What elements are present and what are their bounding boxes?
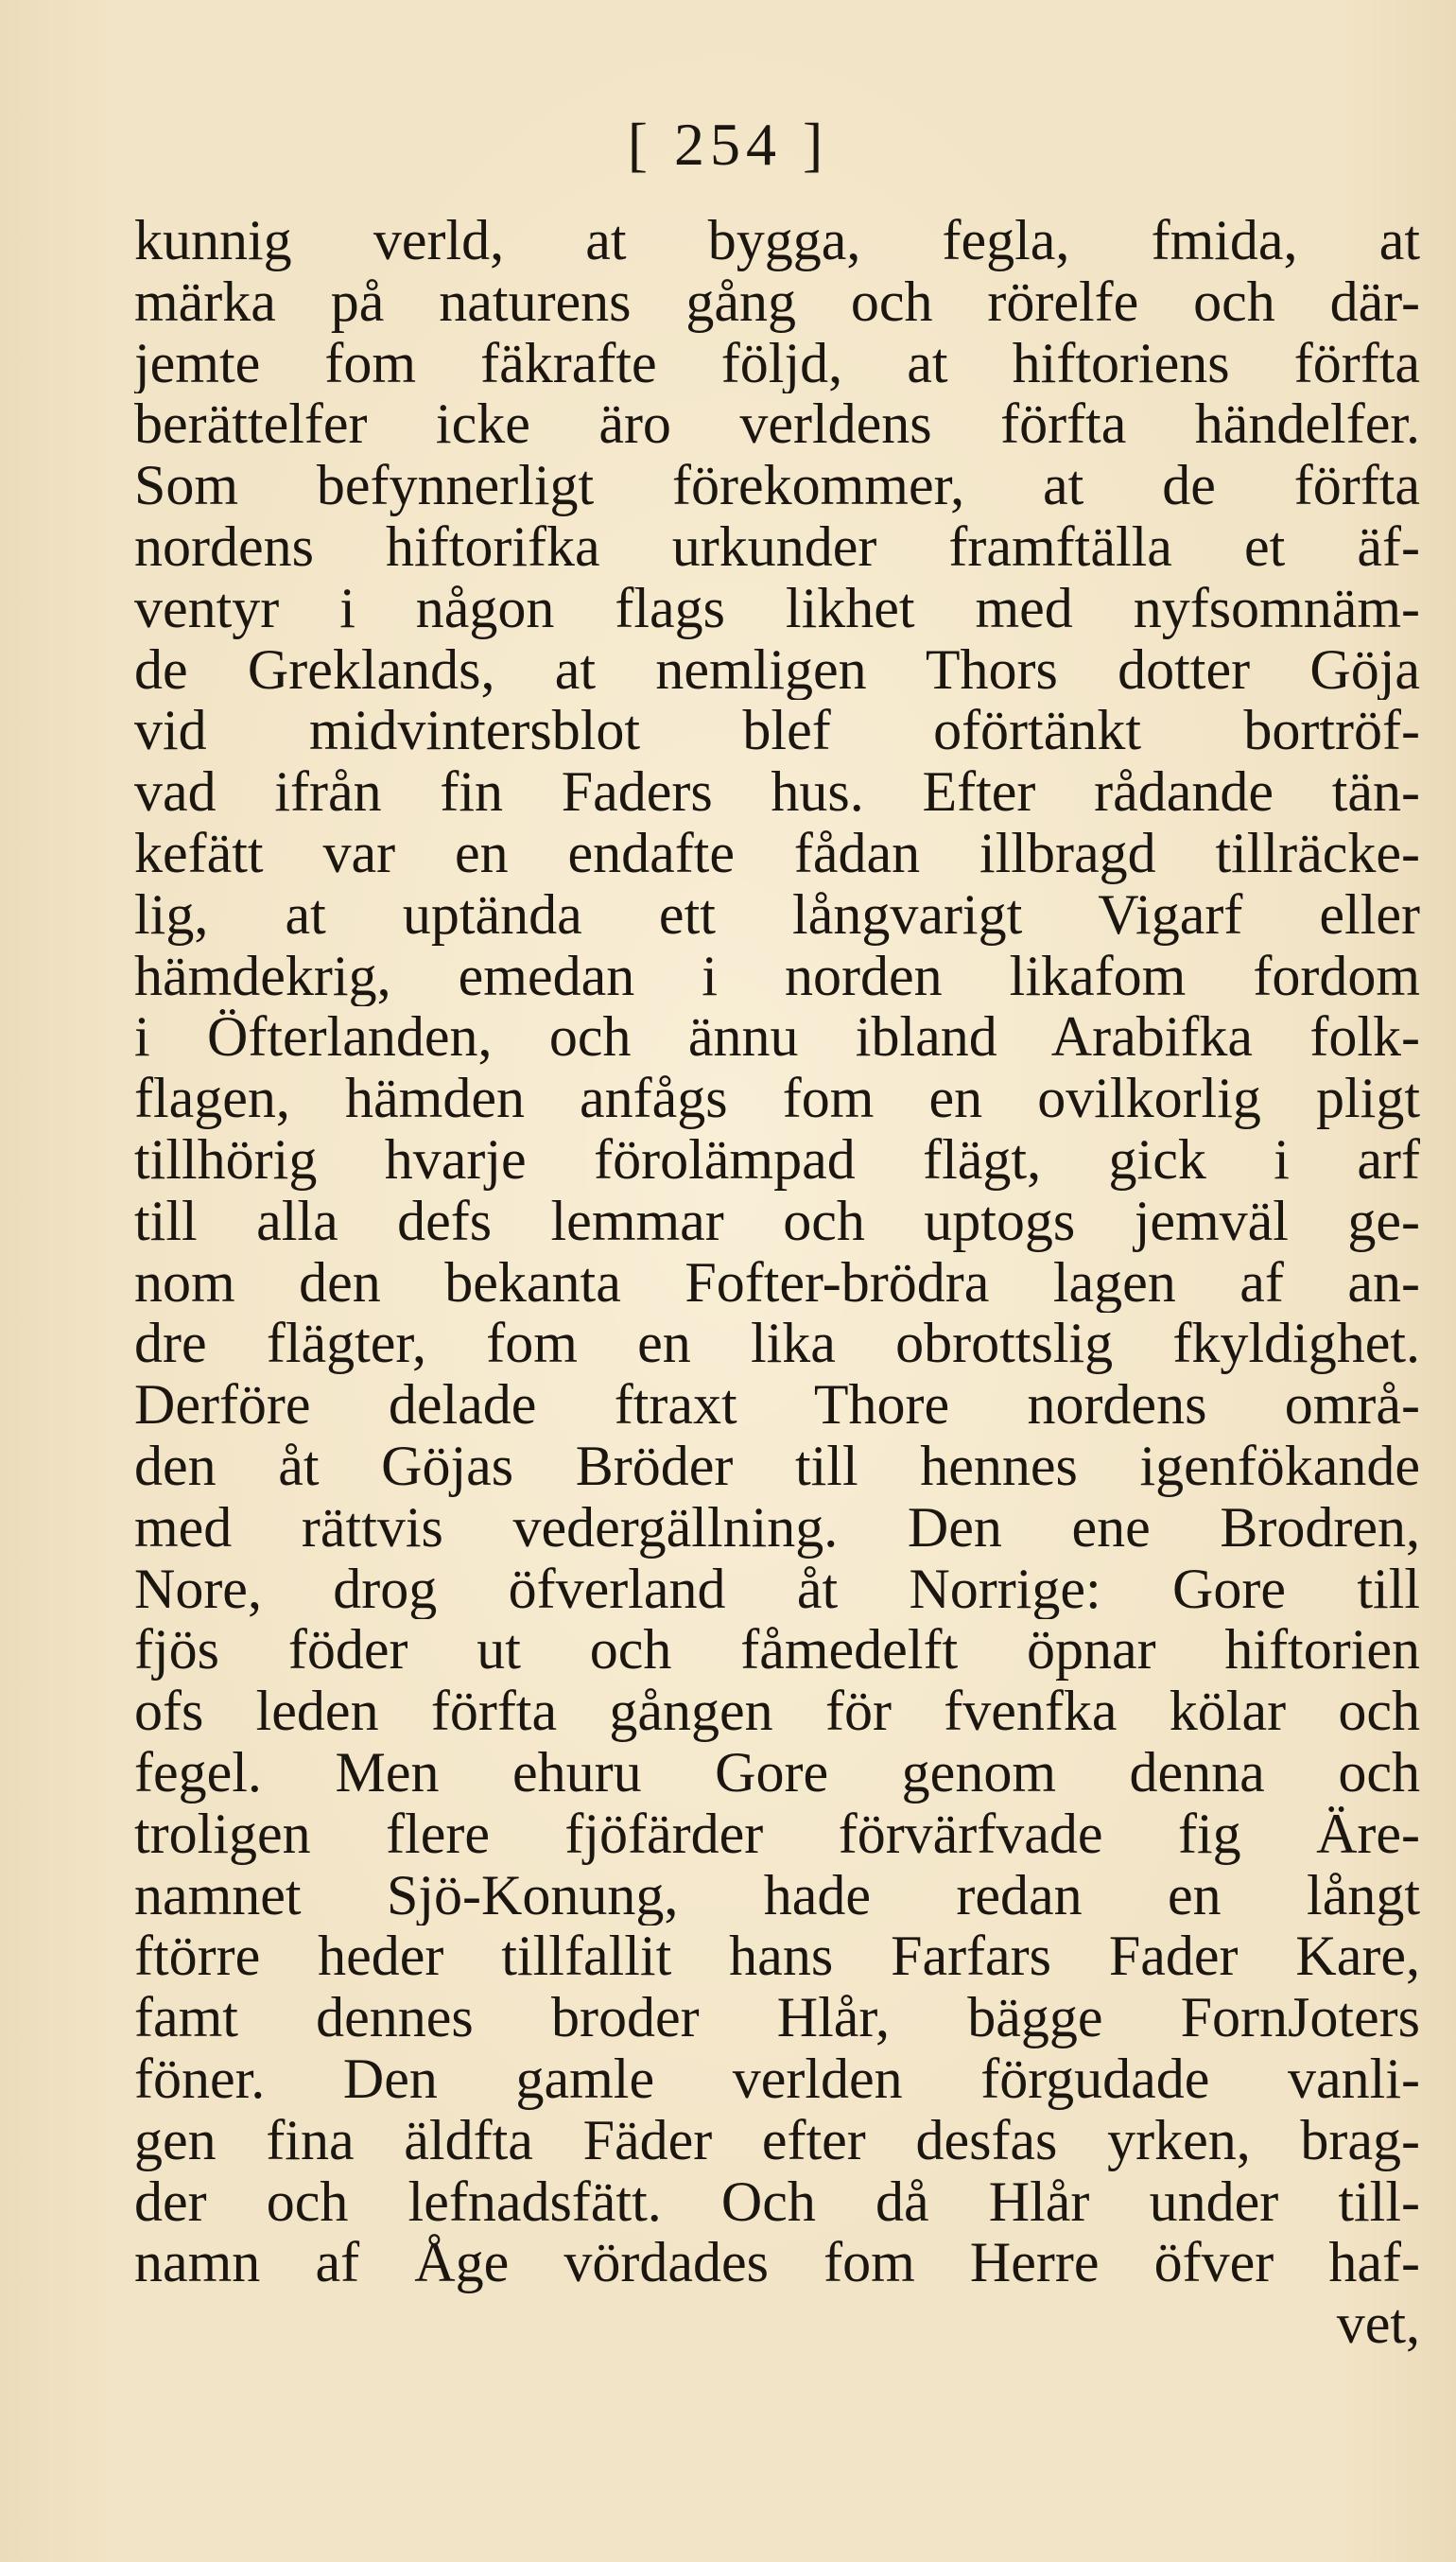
- catchword: vet,: [1336, 2293, 1420, 2355]
- text-line: namnet Sjö-Konung, hade redan en långt: [134, 1864, 1420, 1926]
- text-line: ftörre heder tillfallit hans Farfars Fader Kare,: [134, 1926, 1420, 1988]
- text-line: vid midvintersblot blef oförtänkt bortröf-: [134, 700, 1420, 762]
- text-line: Derföre delade ftraxt Thore nordens områ-: [134, 1374, 1420, 1436]
- text-line: ventyr i någon flags likhet med nyfsomnäm-: [134, 577, 1420, 639]
- text-line: till alla defs lemmar och uptogs jemväl ge-: [134, 1190, 1420, 1252]
- text-line: ofs leden förfta gången för fvenfka kölar och: [134, 1681, 1420, 1742]
- text-line: der och lefnadsfätt. Och då Hlår under till-: [134, 2170, 1420, 2233]
- text-line: kunnig verld, at bygga, fegla, fmida, at: [134, 210, 1420, 271]
- text-line: föner. Den gamle verlden förgudade vanli-: [134, 2048, 1420, 2110]
- text-line: troligen flere fjöfärder förvärfvade fig Äre-: [134, 1803, 1420, 1865]
- text-line: gen fina äldfta Fäder efter desfas yrken, brag-: [134, 2109, 1420, 2171]
- text-line: märka på naturens gång och rörelfe och där-: [134, 270, 1420, 333]
- text-line: vad ifrån fin Faders hus. Efter rådande tän-: [134, 761, 1420, 823]
- text-line: tillhörig hvarje förolämpad flägt, gick i arf: [134, 1128, 1420, 1191]
- text-line: i Öfterlanden, och ännu ibland Arabifka folk-: [134, 1006, 1420, 1069]
- text-line: berättelfer icke äro verldens förfta händelfer.: [134, 393, 1420, 456]
- text-line: den åt Göjas Bröder till hennes igenfökande: [134, 1435, 1420, 1497]
- text-line: famt dennes broder Hlår, bägge FornJoters: [134, 1987, 1420, 2048]
- text-line: kefätt var en endafte fådan illbragd tillräcke-: [134, 822, 1420, 884]
- text-line: fjös föder ut och fåmedelft öpnar hiftorien: [134, 1619, 1420, 1682]
- text-line: namn af Åge vördades fom Herre öfver haf-: [134, 2232, 1420, 2294]
- text-line: med rättvis vedergällning. Den ene Brodren,: [134, 1496, 1420, 1559]
- text-line: dre flägter, fom en lika obrottslig fkyldighet.: [134, 1313, 1420, 1375]
- text-line: lig, at uptända ett långvarigt Vigarf eller: [134, 883, 1420, 946]
- text-line: Nore, drog öfverland åt Norrige: Gore till: [134, 1558, 1420, 1620]
- text-line: hämdekrig, emedan i norden likafom fordom: [134, 945, 1420, 1007]
- page-number: [ 254 ]: [627, 111, 829, 178]
- text-line: jemte fom fäkrafte följd, at hiftoriens förfta: [134, 332, 1420, 394]
- body-text: [134, 210, 1420, 2355]
- text-line: fegel. Men ehuru Gore genom denna och: [134, 1741, 1420, 1804]
- text-line: de Greklands, at nemligen Thors dotter Göja: [134, 638, 1420, 701]
- text-line: nom den bekanta Fofter-brödra lagen af an-: [134, 1251, 1420, 1314]
- text-line: flagen, hämden anfågs fom en ovilkorlig pligt: [134, 1068, 1420, 1129]
- text-line: nordens hiftorifka urkunder framftälla et äf-: [134, 515, 1420, 578]
- text-line: Som befynnerligt förekommer, at de förfta: [134, 455, 1420, 516]
